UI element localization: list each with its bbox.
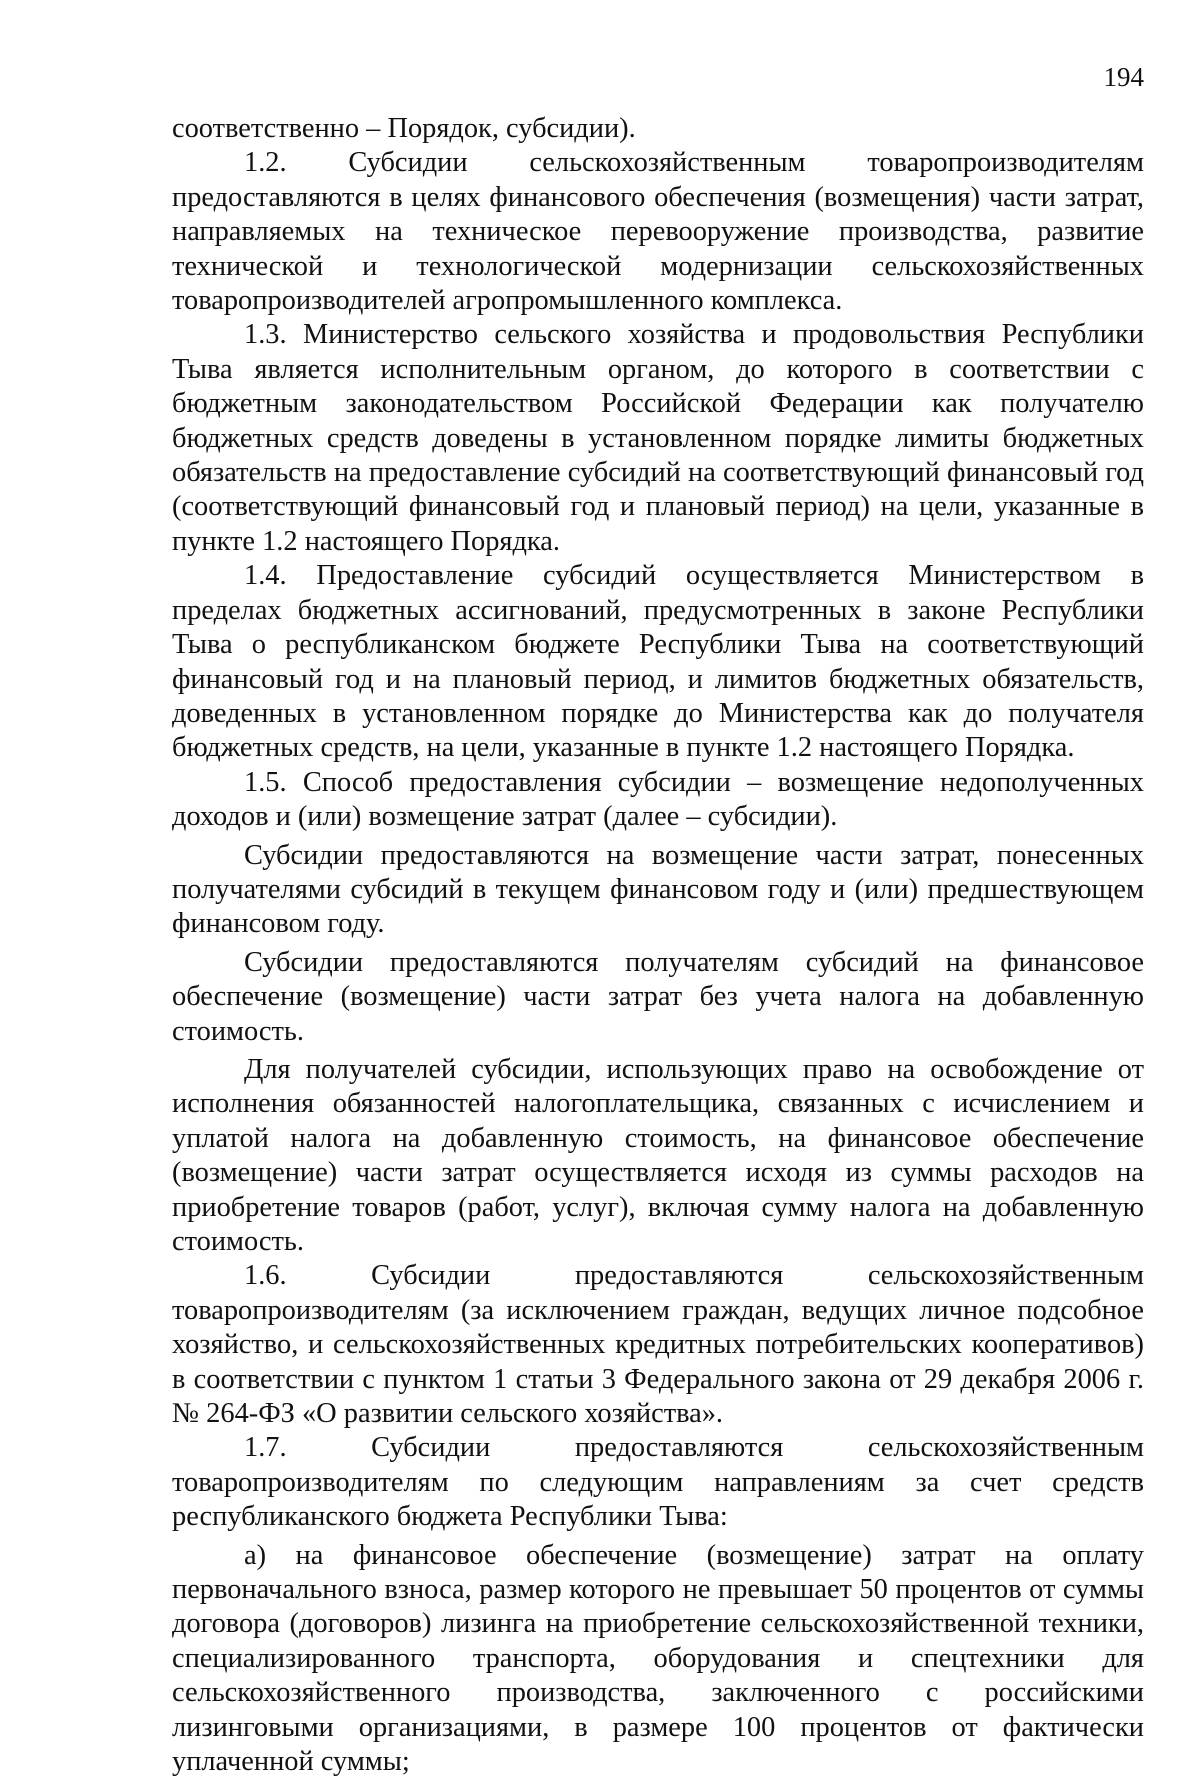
paragraph-1-2: 1.2. Субсидии сельскохозяйственным товаропроизводителям предоставляются в целях финансового обеспечения (возмещения) части затрат, направляемых на техническое перевооружение производства, развитие технической и технологической модернизации сельскохозяйственных товаропроизводителей агропромышленного комплекса. — [172, 147, 1144, 317]
paragraph-1-4: 1.4. Предоставление субсидий осуществляется Министерством в пределах бюджетных ассигнований, предусмотренных в законе Республики Тыва о республиканском бюджете Республики Тыва на соответствующий финансовый год и на плановый период, и лимитов бюджетных обязательств, доведенных в установленном порядке до Министерства как до получателя бюджетных средств, на цели, указанные в пункте 1.2 настоящего Порядка. — [172, 560, 1144, 764]
paragraph-1-7-a: а) на финансовое обеспечение (возмещение) затрат на оплату первоначального взноса, размер которого не превышает 50 процентов от суммы договора (договоров) лизинга на приобретение сельскохозяйственной техники, специализированного транспорта, оборудования и спецтехники для сельскохозяйственного производства, заключенного с российскими лизинговыми организациями, в размере 100 процентов от фактически уплаченной суммы; — [172, 1539, 1144, 1778]
paragraph-1-5: 1.5. Способ предоставления субсидии – возмещение недополученных доходов и (или) возмещение затрат (далее – субсидии). — [172, 766, 1144, 833]
paragraph-1-3: 1.3. Министерство сельского хозяйства и продовольствия Республики Тыва является исполнительным органом, до которого в соответствии с бюджетным законодательством Российской Федерации как получателю бюджетных средств доведены в установленном порядке лимиты бюджетных обязательств на предоставление субсидий на соответствующий финансовый год (соответствующий финансовый год и плановый период) на цели, указанные в пункте 1.2 настоящего Порядка. — [172, 319, 1144, 557]
document-body — [172, 112, 1144, 1780]
page-number: 194 — [1103, 62, 1144, 92]
paragraph-continuation: соответственно – Порядок, субсидии). — [172, 113, 636, 144]
paragraph-subsidy-reimbursement: Субсидии предоставляются на возмещение части затрат, понесенных получателями субсидий в текущем финансовом году и (или) предшествующем финансовом году. — [172, 839, 1144, 940]
paragraph-vat-exempt-recipients: Для получателей субсидии, использующих право на освобождение от исполнения обязанностей налогоплательщика, связанных с исчислением и уплатой налога на добавленную стоимость, на финансовое обеспечение (возмещение) части затрат осуществляется исходя из суммы расходов на приобретение товаров (работ, услуг), включая сумму налога на добавленную стоимость. — [172, 1053, 1144, 1257]
paragraph-1-7: 1.7. Субсидии предоставляются сельскохозяйственным товаропроизводителям по следующим направлениям за счет средств республиканского бюджета Республики Тыва: — [172, 1432, 1144, 1533]
paragraph-1-6: 1.6. Субсидии предоставляются сельскохозяйственным товаропроизводителям (за исключением граждан, ведущих личное подсобное хозяйство, и сельскохозяйственных кредитных потребительских кооперативов) в соответствии с пунктом 1 статьи 3 Федерального закона от 29 декабря 2006 г. № 264-ФЗ «О развитии сельского хозяйства». — [172, 1260, 1144, 1430]
paragraph-subsidy-without-vat: Субсидии предоставляются получателям субсидий на финансовое обеспечение (возмещение) части затрат без учета налога на добавленную стоимость. — [172, 946, 1144, 1047]
